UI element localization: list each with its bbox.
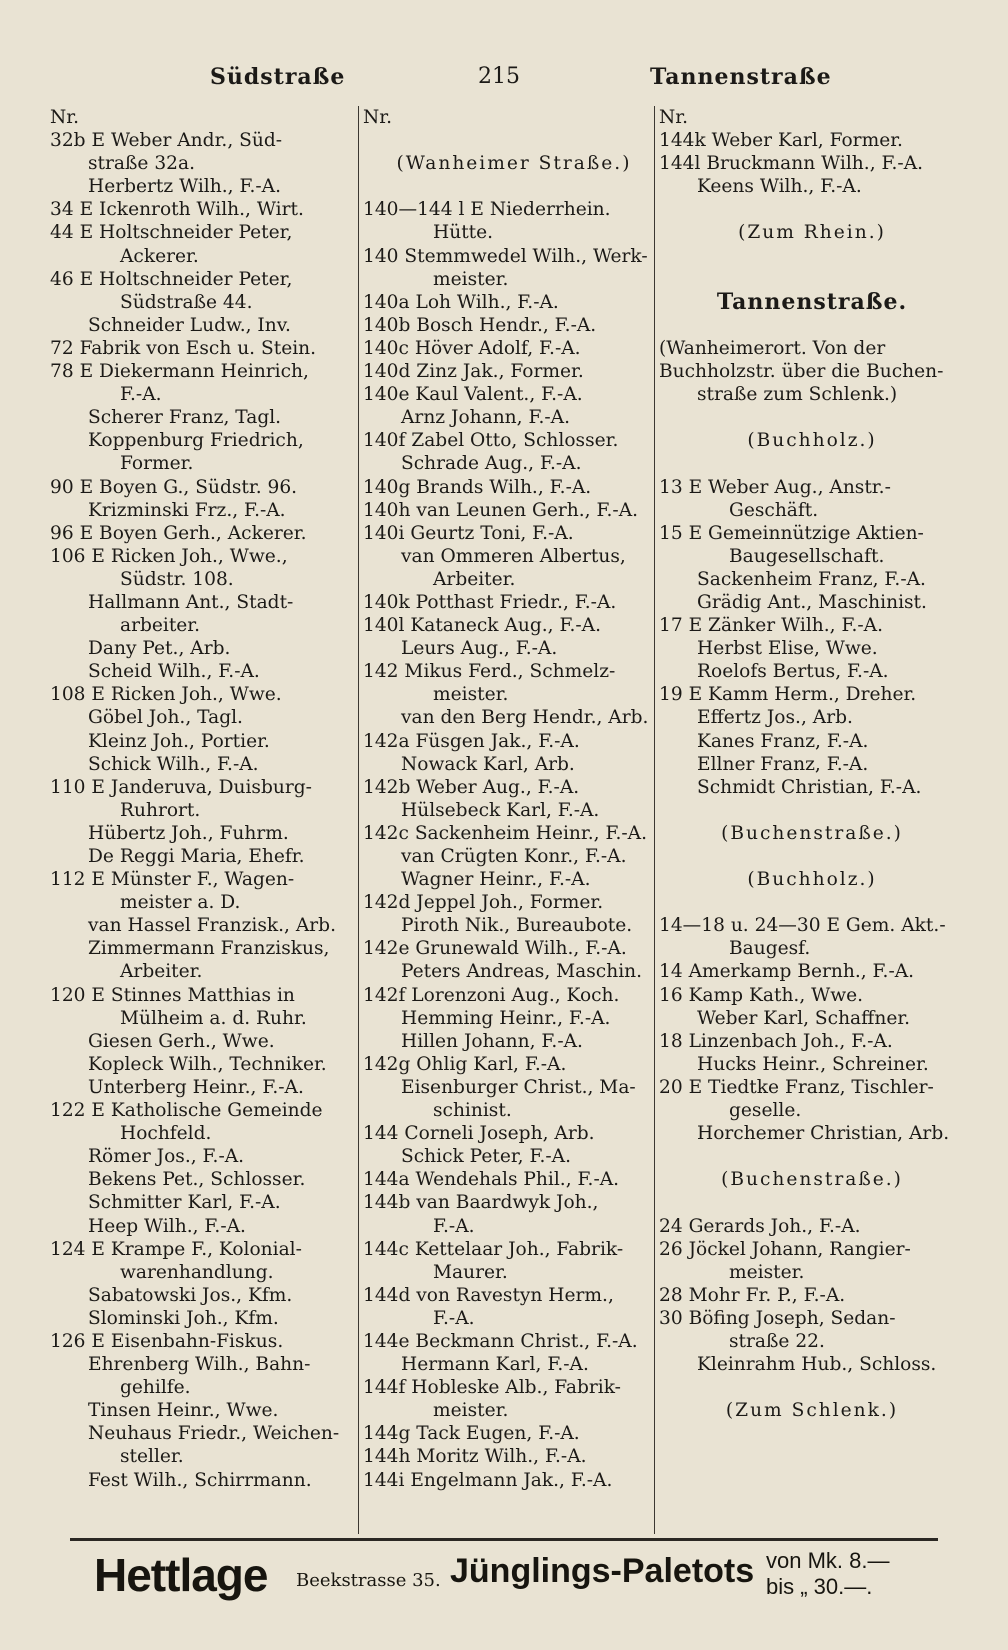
directory-entry: Piroth Nik., Bureaubote.: [401, 915, 633, 937]
directory-entry: 144e Beckmann Christ., F.-A.: [363, 1330, 638, 1352]
directory-entry: schinist.: [433, 1100, 512, 1122]
directory-entry: 18 Linzenbach Joh., F.-A.: [659, 1030, 893, 1052]
directory-entry: 140g Brands Wilh., F.-A.: [363, 476, 592, 498]
directory-entry: Slominski Joh., Kfm.: [88, 1307, 279, 1329]
directory-entry: 124 E Krampe F., Kolonial-: [50, 1238, 302, 1260]
directory-entry: Hucks Heinr., Schreiner.: [697, 1053, 929, 1075]
directory-entry: Schneider Ludw., Inv.: [88, 314, 291, 336]
directory-entry: De Reggi Maria, Ehefr.: [88, 846, 305, 867]
column-middle: [358, 106, 665, 1534]
directory-entry: 140f Zabel Otto, Schlosser.: [363, 430, 619, 452]
directory-entry: Former.: [120, 453, 194, 475]
directory-entry: 106 E Ricken Joh., Wwe.,: [50, 545, 288, 567]
directory-entry: 142g Ohlig Karl, F.-A.: [363, 1053, 567, 1075]
ad-product: Jünglings-Paletots: [450, 1552, 755, 1590]
directory-entry: Kanes Franz, F.-A.: [697, 730, 869, 752]
directory-entry: [659, 406, 965, 429]
directory-entry: Baugesf.: [729, 938, 811, 960]
directory-entry: 142f Lorenzoni Aug., Koch.: [363, 984, 620, 1006]
directory-entry: Arnz Johann, F.-A.: [401, 407, 571, 429]
directory-entry: warenhandlung.: [120, 1261, 274, 1283]
directory-entry: Herbst Elise, Wwe.: [697, 638, 878, 660]
directory-entry: 144i Engelmann Jak., F.-A.: [363, 1469, 613, 1491]
directory-entry: [659, 799, 965, 822]
directory-entry: Grädig Ant., Maschinist.: [697, 591, 927, 613]
directory-entry: Arbeiter.: [433, 568, 516, 590]
directory-entry: Herbertz Wilh., F.-A.: [88, 176, 281, 198]
directory-entry: 110 E Janderuva, Duisburg-: [50, 776, 312, 798]
directory-entry: Hillen Johann, F.-A.: [401, 1030, 583, 1052]
directory-entry: F.-A.: [433, 1307, 475, 1329]
directory-entry: Schmitter Karl, F.-A.: [88, 1192, 281, 1214]
directory-entry: 142d Jeppel Joh., Former.: [363, 892, 604, 914]
directory-entry: Weber Karl, Schaffner.: [697, 1007, 911, 1029]
directory-entry: 140k Potthast Friedr., F.-A.: [363, 591, 617, 613]
directory-entry: straße zum Schlenk.): [697, 384, 898, 406]
ad-brand: Hettlage: [94, 1549, 268, 1601]
directory-entry: 17 E Zänker Wilh., F.-A.: [659, 615, 884, 637]
directory-entry: 90 E Boyen G., Südstr. 96.: [50, 476, 298, 498]
section-label: (Zum Schlenk.): [725, 1400, 899, 1422]
directory-entry: van den Berg Hendr., Arb.: [401, 707, 649, 729]
directory-entry: Hochfeld.: [120, 1123, 212, 1145]
directory-entry: Römer Jos., F.-A.: [88, 1146, 245, 1168]
directory-entry: meister.: [433, 1400, 509, 1422]
directory-entry: Koppenburg Friedrich,: [88, 430, 304, 452]
directory-entry: F.-A.: [120, 384, 162, 406]
directory-entry: [363, 129, 665, 152]
directory-entry: Göbel Joh., Tagl.: [88, 707, 243, 729]
directory-entry: 144k Weber Karl, Former.: [659, 130, 903, 152]
directory-entry: Arbeiter.: [120, 961, 203, 983]
directory-entry: 28 Mohr Fr. P., F.-A.: [659, 1284, 846, 1306]
directory-entry: geselle.: [729, 1100, 802, 1122]
directory-entry: 144b van Baardwyk Joh.,: [363, 1192, 599, 1214]
directory-entry: Geschäft.: [729, 499, 819, 521]
directory-entry: Maurer.: [433, 1261, 508, 1283]
directory-entry: [659, 198, 965, 221]
directory-entry: Kopleck Wilh., Techniker.: [88, 1053, 327, 1075]
directory-entry: [363, 175, 665, 198]
directory-entry: Hütte.: [433, 222, 494, 244]
directory-entry: Schick Wilh., F.-A.: [88, 753, 259, 775]
left-running-title: Südstraße: [210, 64, 346, 90]
directory-entry: [659, 245, 965, 268]
directory-entry: Unterberg Heinr., F.-A.: [88, 1076, 304, 1098]
directory-entry: 140l Kataneck Aug., F.-A.: [363, 615, 602, 637]
directory-entry: Ackerer.: [120, 245, 199, 267]
directory-entry: Baugesellschaft.: [729, 545, 885, 567]
directory-entry: steller.: [120, 1446, 184, 1468]
directory-entry: 32b E Weber Andr., Süd-: [50, 130, 283, 152]
directory-entry: Ruhrort.: [120, 799, 201, 821]
directory-entry: 16 Kamp Kath., Wwe.: [659, 984, 864, 1006]
directory-entry: 72 Fabrik von Esch u. Stein.: [50, 337, 317, 359]
directory-entry: Hemming Heinr., F.-A.: [401, 1007, 611, 1029]
directory-entry: [659, 1191, 965, 1214]
directory-entry: Mülheim a. d. Ruhr.: [120, 1007, 307, 1029]
directory-entry: Hallmann Ant., Stadt-: [88, 591, 294, 613]
directory-entry: 144c Kettelaar Joh., Fabrik-: [363, 1238, 624, 1260]
directory-entry: 142c Sackenheim Heinr., F.-A.: [363, 822, 648, 844]
directory-entry: Nr.: [659, 107, 689, 128]
section-label: (Buchenstraße.): [721, 1169, 903, 1191]
directory-entry: [659, 845, 965, 868]
directory-entry: 140a Loh Wilh., F.-A.: [363, 291, 559, 313]
directory-entry: [659, 314, 965, 337]
directory-entry: Hermann Karl, F.-A.: [401, 1354, 589, 1376]
directory-entry: 108 E Ricken Joh., Wwe.: [50, 684, 282, 706]
directory-entry: 14 Amerkamp Bernh., F.-A.: [659, 961, 915, 983]
directory-entry: Südstraße 44.: [120, 291, 253, 313]
directory-entry: Fest Wilh., Schirrmann.: [88, 1469, 312, 1491]
directory-entry: van Crügten Konr., F.-A.: [401, 846, 627, 867]
directory-entry: Effertz Jos., Arb.: [697, 707, 853, 729]
directory-entry: Nr.: [50, 107, 80, 128]
section-label: (Buchenstraße.): [721, 822, 903, 844]
directory-entry: Heep Wilh., F.-A.: [88, 1215, 246, 1237]
directory-entry: Nr.: [363, 107, 393, 128]
directory-entry: meister.: [433, 268, 509, 290]
directory-entry: 144l Bruckmann Wilh., F.-A.: [659, 153, 924, 175]
directory-entry: Hülsebeck Karl, F.-A.: [401, 799, 600, 821]
directory-entry: 140—144 l E Niederrhein.: [363, 199, 611, 221]
directory-entry: 126 E Eisenbahn-Fiskus.: [50, 1330, 284, 1352]
directory-entry: Kleinz Joh., Portier.: [88, 730, 270, 752]
directory-entry: Eisenburger Christ., Ma-: [401, 1076, 636, 1098]
directory-entry: Scherer Franz, Tagl.: [88, 407, 282, 429]
directory-entry: 140 Stemmwedel Wilh., Werk-: [363, 245, 648, 267]
directory-entry: Roelofs Bertus, F.-A.: [697, 661, 889, 683]
directory-entry: 30 Böfing Joseph, Sedan-: [659, 1307, 896, 1329]
page-header: [50, 60, 950, 100]
directory-entry: 46 E Holtschneider Peter,: [50, 268, 293, 290]
directory-entry: Horchemer Christian, Arb.: [697, 1123, 950, 1145]
directory-entry: van Ommeren Albertus,: [401, 545, 626, 567]
directory-entry: Zimmermann Franziskus,: [88, 938, 330, 960]
directory-entry: straße 32a.: [88, 153, 195, 175]
directory-entry: Leurs Aug., F.-A.: [401, 638, 558, 660]
section-label: (Zum Rhein.): [738, 222, 886, 244]
directory-entry: 140c Höver Adolf, F.-A.: [363, 337, 581, 359]
directory-entry: [659, 1376, 965, 1399]
directory-entry: Buchholzstr. über die Buchen-: [659, 361, 944, 383]
directory-entry: meister a. D.: [120, 892, 241, 914]
section-label: (Wanheimer Straße.): [396, 153, 632, 175]
directory-entry: 144a Wendehals Phil., F.-A.: [363, 1169, 620, 1191]
directory-entry: [659, 268, 965, 291]
directory-entry: Krizminski Frz., F.-A.: [88, 499, 286, 521]
directory-entry: Schrade Aug., F.-A.: [401, 453, 582, 475]
directory-entry: Tinsen Heinr., Wwe.: [88, 1400, 279, 1422]
directory-entry: 140e Kaul Valent., F.-A.: [363, 384, 583, 406]
directory-entry: meister.: [433, 684, 509, 706]
directory-entry: F.-A.: [433, 1215, 475, 1237]
directory-entry: 144g Tack Eugen, F.-A.: [363, 1423, 580, 1445]
ad-price-from: von Mk. 8.—: [766, 1548, 890, 1573]
right-running-title: Tannenstraße: [650, 64, 832, 90]
advertisement: [70, 1548, 938, 1618]
directory-entry: arbeiter.: [120, 615, 201, 637]
directory-entry: 96 E Boyen Gerh., Ackerer.: [50, 522, 307, 544]
directory-entry: Neuhaus Friedr., Weichen-: [88, 1423, 340, 1445]
directory-entry: Wagner Heinr., F.-A.: [401, 869, 591, 891]
directory-entry: 15 E Gemeinnützige Aktien-: [659, 522, 924, 544]
directory-entry: 144h Moritz Wilh., F.-A.: [363, 1446, 587, 1468]
directory-entry: 78 E Diekermann Heinrich,: [50, 361, 309, 383]
directory-entry: Keens Wilh., F.-A.: [697, 176, 862, 198]
section-label: (Buchholz.): [747, 869, 877, 891]
directory-entry: 142b Weber Aug., F.-A.: [363, 776, 580, 798]
directory-entry: 142e Grunewald Wilh., F.-A.: [363, 938, 627, 960]
directory-entry: 140i Geurtz Toni, F.-A.: [363, 522, 574, 544]
directory-entry: Hübertz Joh., Fuhrm.: [88, 822, 289, 844]
directory-entry: Kleinrahm Hub., Schloss.: [697, 1354, 937, 1376]
street-heading: Tannenstraße.: [716, 288, 908, 315]
directory-entry: 14—18 u. 24—30 E Gem. Akt.-: [659, 915, 946, 937]
directory-entry: 20 E Tiedtke Franz, Tischler-: [659, 1076, 934, 1098]
directory-entry: Schick Peter, F.-A.: [401, 1146, 572, 1168]
directory-entry: Südstr. 108.: [120, 568, 234, 590]
directory-entry: [659, 452, 965, 475]
directory-entry: Bekens Pet., Schlosser.: [88, 1169, 306, 1191]
directory-entry: [659, 891, 965, 914]
column-right: [654, 106, 965, 1534]
directory-entry: 120 E Stinnes Matthias in: [50, 984, 295, 1006]
directory-entry: 142 Mikus Ferd., Schmelz-: [363, 661, 616, 683]
page-number: 215: [478, 64, 520, 89]
directory-entry: Ehrenberg Wilh., Bahn-: [88, 1354, 311, 1376]
directory-entry: 26 Jöckel Johann, Rangier-: [659, 1238, 911, 1260]
directory-entry: Giesen Gerh., Wwe.: [88, 1030, 275, 1052]
directory-entry: [659, 1145, 965, 1168]
directory-entry: van Hassel Franzisk., Arb.: [88, 915, 336, 937]
directory-entry: Sabatowski Jos., Kfm.: [88, 1284, 293, 1306]
directory-entry: Dany Pet., Arb.: [88, 638, 231, 660]
directory-entry: 13 E Weber Aug., Anstr.-: [659, 476, 891, 498]
directory-entry: 140h van Leunen Gerh., F.-A.: [363, 499, 639, 521]
directory-entry: 44 E Holtschneider Peter,: [50, 222, 293, 244]
directory-entry: 24 Gerards Joh., F.-A.: [659, 1215, 861, 1237]
directory-entry: 144d von Ravestyn Herm.,: [363, 1284, 614, 1306]
directory-entry: 140d Zinz Jak., Former.: [363, 361, 584, 383]
section-label: (Buchholz.): [747, 430, 877, 452]
directory-entry: Ellner Franz, F.-A.: [697, 753, 869, 775]
footer-rule: [70, 1538, 938, 1541]
directory-entry: 140b Bosch Hendr., F.-A.: [363, 314, 597, 336]
ad-address: Beekstrasse 35.: [296, 1570, 441, 1591]
directory-entry: 144 Corneli Joseph, Arb.: [363, 1123, 595, 1145]
directory-entry: straße 22.: [729, 1330, 825, 1352]
ad-price-to: bis „ 30.—.: [766, 1574, 873, 1599]
directory-entry: meister.: [729, 1261, 805, 1283]
directory-entry: Schmidt Christian, F.-A.: [697, 776, 922, 798]
directory-entry: 19 E Kamm Herm., Dreher.: [659, 684, 917, 706]
directory-entry: Nowack Karl, Arb.: [401, 753, 575, 775]
directory-entry: 34 E Ickenroth Wilh., Wirt.: [50, 199, 304, 221]
column-left: [50, 106, 352, 1534]
directory-entry: Sackenheim Franz, F.-A.: [697, 568, 926, 590]
directory-entry: 144f Hobleske Alb., Fabrik-: [363, 1377, 621, 1399]
directory-entry: 122 E Katholische Gemeinde: [50, 1100, 323, 1122]
directory-entry: gehilfe.: [120, 1377, 191, 1399]
directory-entry: Scheid Wilh., F.-A.: [88, 661, 260, 683]
directory-entry: (Wanheimerort. Von der: [659, 337, 886, 359]
directory-entry: 142a Füsgen Jak., F.-A.: [363, 730, 580, 752]
directory-entry: Peters Andreas, Maschin.: [401, 961, 643, 983]
directory-entry: 112 E Münster F., Wagen-: [50, 869, 295, 891]
